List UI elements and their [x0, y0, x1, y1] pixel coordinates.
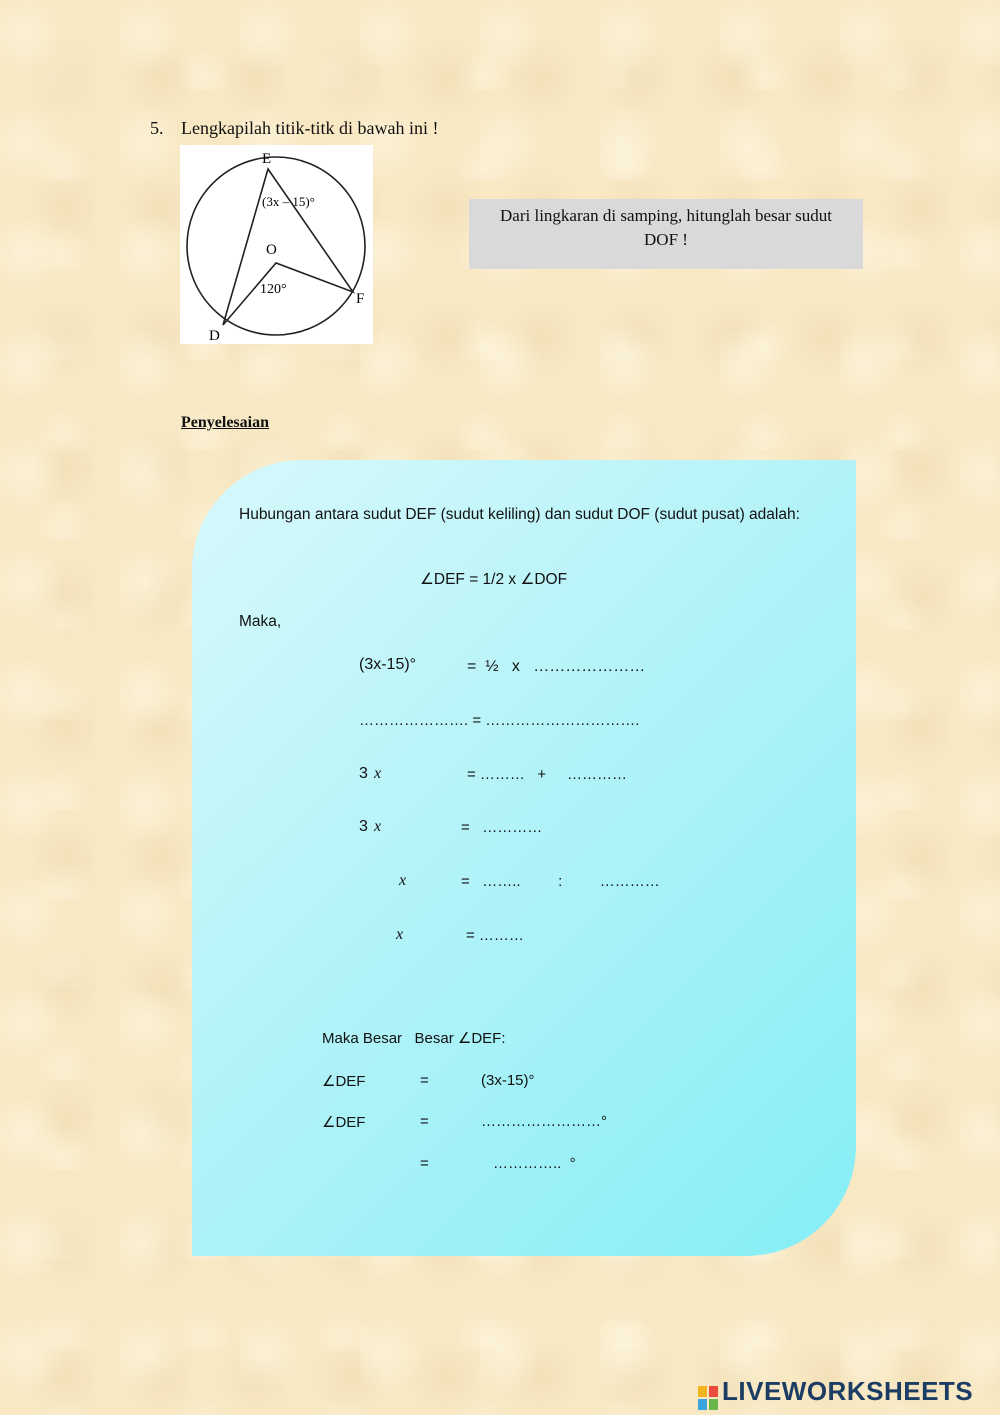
circle-diagram — [180, 145, 373, 344]
step-3-var: x — [374, 765, 382, 782]
result-1-eq: = — [420, 1072, 429, 1089]
label-d: D — [209, 328, 220, 344]
step-3-blank[interactable]: = ……… + ………… — [467, 766, 628, 783]
liveworksheets-brand[interactable]: LIVEWORKSHEETS — [722, 1376, 974, 1406]
step-3-coef: 3 — [359, 765, 368, 782]
result-3-blank[interactable]: ………….. ° — [493, 1155, 576, 1172]
step-6-blank[interactable]: = ……… — [466, 927, 524, 944]
step-4-var: x — [374, 818, 382, 835]
step-4-coef: 3 — [359, 818, 368, 835]
circle-figure — [180, 145, 373, 344]
step-6-var: x — [396, 926, 404, 943]
angle-center-label: 120° — [260, 282, 287, 297]
triangle-lines — [223, 169, 353, 325]
result-1-value: (3x-15)° — [481, 1072, 535, 1089]
liveworksheets-logo-icon — [697, 1381, 719, 1415]
step-5-var: x — [399, 872, 407, 889]
task-line-1: Dari lingkaran di samping, hitunglah besar sudut — [500, 206, 832, 225]
angle-top-label: (3x – 15)° — [262, 194, 315, 209]
label-e: E — [262, 151, 272, 167]
task-line-2: DOF ! — [644, 230, 688, 249]
question-number: 5. — [150, 118, 164, 138]
result-2-eq: = — [420, 1113, 429, 1130]
step-1-left: (3x-15)° — [359, 656, 417, 673]
solution-heading: Penyelesaian — [181, 414, 269, 431]
question-text: Lengkapilah titik-titk di bawah ini ! — [181, 118, 439, 138]
step-5-blank[interactable]: = …….. : ………… — [461, 873, 660, 890]
label-o: O — [266, 242, 277, 258]
step-4-blank[interactable]: = ………… — [461, 819, 543, 836]
result-title: Maka Besar Besar ∠DEF: — [322, 1030, 506, 1047]
task-box — [469, 199, 863, 269]
solution-intro: Hubungan antara sudut DEF (sudut keliling) dan sudut DOF (sudut pusat) adalah: — [239, 506, 800, 523]
step-2-blank[interactable]: …………………. = …………………………. — [359, 712, 640, 729]
maka-label: Maka, — [239, 613, 282, 630]
label-f: F — [356, 291, 365, 307]
result-3-eq: = — [420, 1155, 429, 1172]
result-1-label: ∠DEF — [322, 1073, 366, 1090]
result-2-blank[interactable]: ……………………° — [481, 1113, 607, 1130]
result-2-label: ∠DEF — [322, 1114, 366, 1131]
relation-formula: ∠DEF = 1/2 x ∠DOF — [420, 571, 568, 588]
step-1-blank[interactable]: = ½ x ………………… — [467, 658, 646, 675]
